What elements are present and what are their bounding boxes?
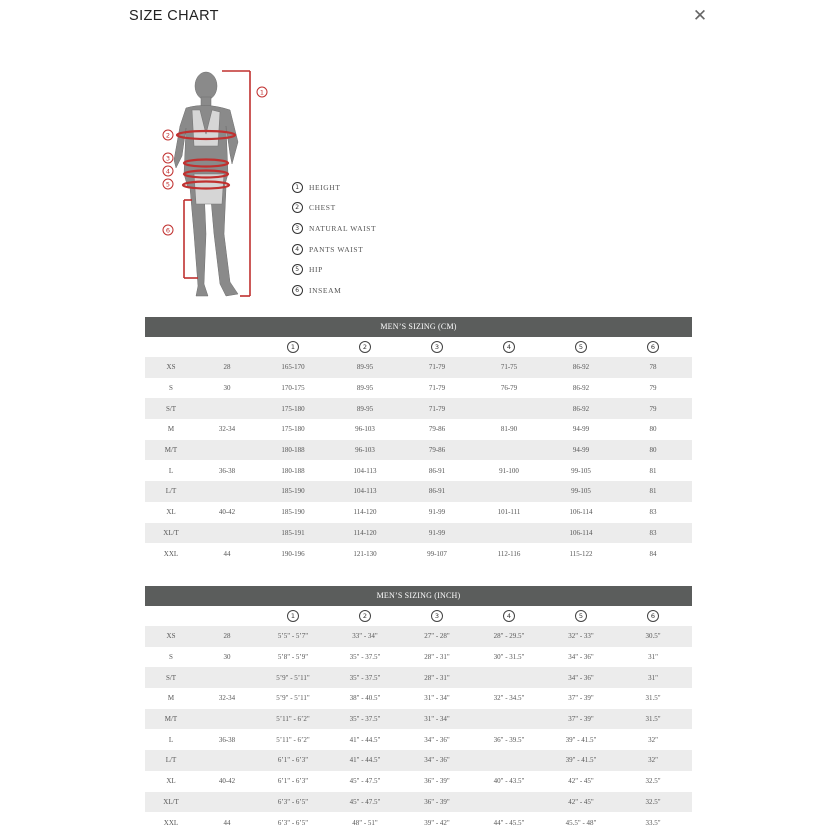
table-cell: 5’11" - 6’2" <box>276 715 310 724</box>
table-cell: M/T <box>164 446 178 455</box>
table-cell: 6’1" - 6’3" <box>277 756 309 765</box>
table-cell: 94-99 <box>572 425 590 434</box>
table-cell: 71-79 <box>428 404 446 413</box>
table-cell: 86-91 <box>428 466 446 475</box>
table-cell: 76-79 <box>500 384 518 393</box>
column-header-cell <box>257 341 329 353</box>
table-row <box>145 667 692 688</box>
table-cell: 96-103 <box>355 425 375 434</box>
marker-3: 3 <box>165 154 171 163</box>
table-row <box>145 357 692 378</box>
table-cell: 99-105 <box>571 487 591 496</box>
table-cell: 28 <box>223 363 231 372</box>
table-row <box>145 502 692 523</box>
table-cell: 41" - 44.5" <box>349 735 381 744</box>
number-3-icon: 3 <box>292 223 303 234</box>
table-cell: 33" - 34" <box>352 632 378 641</box>
table-cell: XXL <box>163 818 179 827</box>
table-cell: 106-114 <box>569 528 593 537</box>
table-cell: 91-99 <box>428 528 446 537</box>
table-cell: 39" - 42" <box>424 818 450 827</box>
table-row <box>145 460 692 481</box>
table-cell: 32" <box>648 756 658 765</box>
table-cell: 36" - 39" <box>424 777 450 786</box>
table-cell: 37" - 39" <box>568 694 594 703</box>
column-header-cell <box>401 341 473 353</box>
number-4-icon: 4 <box>503 610 515 622</box>
table-cell: 30" - 31.5" <box>493 653 525 662</box>
table-row <box>145 812 692 833</box>
number-1-icon: 1 <box>287 610 299 622</box>
table-cell: 71-79 <box>428 363 446 372</box>
table-cell: 115-122 <box>569 549 593 558</box>
legend-item-hip: 5 HIP <box>292 259 376 280</box>
mens-sizing-inch-table <box>145 586 692 833</box>
table-cell: 114-120 <box>353 528 377 537</box>
column-header-cell <box>617 341 689 353</box>
table-cell: 28 <box>223 632 231 641</box>
table-cell: 30 <box>223 653 231 662</box>
table-cell: 101-111 <box>497 508 521 517</box>
table-cell: 81 <box>649 466 657 475</box>
table-cell: 71-75 <box>500 363 518 372</box>
table-cell: 34" - 36" <box>424 735 450 744</box>
table-cell: L <box>168 466 174 475</box>
table-cell: 91-99 <box>428 508 446 517</box>
legend-item-natural-waist: 3 NATURAL WAIST <box>292 218 376 239</box>
number-3-icon: 3 <box>431 341 443 353</box>
table-cell: XL <box>166 508 176 517</box>
table-cell: 94-99 <box>572 446 590 455</box>
table-cell: 185-191 <box>281 528 305 537</box>
page-title: SIZE CHART <box>129 8 219 24</box>
table-cell: 80 <box>649 446 657 455</box>
table-cell: 6’3" - 6’5" <box>277 818 309 827</box>
table-cell: 99-107 <box>427 549 447 558</box>
table-row <box>145 647 692 668</box>
table-cell: 38" - 40.5" <box>349 694 381 703</box>
table-cell: 79 <box>649 404 657 413</box>
table-cell: M <box>167 425 175 434</box>
table-row <box>145 709 692 730</box>
legend-item-chest: 2 CHEST <box>292 198 376 219</box>
table-row <box>145 440 692 461</box>
table-cell: 185-190 <box>281 487 305 496</box>
table-cell: 36-38 <box>218 466 236 475</box>
table-cell: 89-95 <box>356 384 374 393</box>
table-cell: 30.5" <box>645 632 661 641</box>
table-cell: 35" - 37.5" <box>349 673 381 682</box>
table-cell: XL/T <box>163 528 179 537</box>
table-cell: 96-103 <box>355 446 375 455</box>
table-cell: L <box>168 735 174 744</box>
table-cell: 28" - 31" <box>424 673 450 682</box>
table-row <box>145 398 692 419</box>
column-header-cell <box>545 610 617 622</box>
table-cell: 42" - 45" <box>568 797 594 806</box>
table-cell: 31" - 34" <box>424 715 450 724</box>
table-cell: 6’3" - 6’5" <box>277 797 309 806</box>
marker-6: 6 <box>165 226 171 235</box>
column-header-cell <box>473 341 545 353</box>
table-cell: L/T <box>165 487 177 496</box>
number-4-icon: 4 <box>503 341 515 353</box>
table-cell: 40" - 43.5" <box>493 777 525 786</box>
table-cell: 45.5" - 48" <box>565 818 597 827</box>
table-cell: 79-86 <box>428 446 446 455</box>
table-cell: 5’5" - 5’7" <box>277 632 309 641</box>
table-cell: 84 <box>649 549 657 558</box>
table-cell: 83 <box>649 528 657 537</box>
table-cell: 36" - 39.5" <box>493 735 525 744</box>
column-header-cell <box>257 610 329 622</box>
marker-5: 5 <box>165 180 171 189</box>
table-row <box>145 419 692 440</box>
column-header-cell <box>401 610 473 622</box>
table-cell: 40-42 <box>218 508 236 517</box>
table-cell: 180-188 <box>281 446 305 455</box>
body-measurement-figure <box>160 64 280 304</box>
table-cell: 71-79 <box>428 384 446 393</box>
table-cell: 185-190 <box>281 508 305 517</box>
number-5-icon: 5 <box>292 264 303 275</box>
table-cell: 31.5" <box>645 694 661 703</box>
table-cell: 32-34 <box>218 694 236 703</box>
number-6-icon: 6 <box>292 285 303 296</box>
table-row <box>145 688 692 709</box>
number-2-icon: 2 <box>359 341 371 353</box>
table-cell: 86-92 <box>572 404 590 413</box>
number-4-icon: 4 <box>292 244 303 255</box>
table-cell: 5’9" - 5’11" <box>276 673 310 682</box>
table-cell: 104-113 <box>353 466 377 475</box>
table-cell: 83 <box>649 508 657 517</box>
column-header-cell <box>617 610 689 622</box>
table-cell: 32-34 <box>218 425 236 434</box>
table-cell: 175-180 <box>281 404 305 413</box>
marker-4: 4 <box>165 167 171 176</box>
table-cell: 39" - 41.5" <box>565 756 597 765</box>
table-cell: 44 <box>223 818 231 827</box>
table-cell: 86-91 <box>428 487 446 496</box>
table-cell: 180-188 <box>281 466 305 475</box>
table-cell: 45" - 47.5" <box>349 797 381 806</box>
number-3-icon: 3 <box>431 610 443 622</box>
table-row <box>145 729 692 750</box>
number-6-icon: 6 <box>647 341 659 353</box>
column-header-row <box>145 606 692 626</box>
table-cell: 165-170 <box>281 363 305 372</box>
legend-item-height: 1 HEIGHT <box>292 177 376 198</box>
table-cell: 34" - 36" <box>568 653 594 662</box>
table-cell: 86-92 <box>572 363 590 372</box>
column-header-cell <box>473 610 545 622</box>
table-cell: 30 <box>223 384 231 393</box>
table-cell: 31" <box>648 653 658 662</box>
table-cell: 35" - 37.5" <box>349 715 381 724</box>
table-cell: 44 <box>223 549 231 558</box>
legend-item-pants-waist: 4 PANTS WAIST <box>292 239 376 260</box>
table-cell: 99-105 <box>571 466 591 475</box>
table-cell: 114-120 <box>353 508 377 517</box>
table-cell: 79-86 <box>428 425 446 434</box>
table-cell: 32.5" <box>645 797 661 806</box>
table-cell: 32.5" <box>645 777 661 786</box>
table-row <box>145 481 692 502</box>
table-cell: 39" - 41.5" <box>565 735 597 744</box>
table-cell: 5’8" - 5’9" <box>277 653 309 662</box>
column-header-cell <box>545 341 617 353</box>
table-cell: 80 <box>649 425 657 434</box>
table-cell: 28" - 31" <box>424 653 450 662</box>
number-2-icon: 2 <box>292 202 303 213</box>
table-cell: S <box>169 384 173 393</box>
table-cell: 121-130 <box>353 549 377 558</box>
table-cell: 170-175 <box>281 384 305 393</box>
table-cell: 36-38 <box>218 735 236 744</box>
table-cell: 5’9" - 5’11" <box>276 694 310 703</box>
table-cell: 5’11" - 6’2" <box>276 735 310 744</box>
table-cell: 32" <box>648 735 658 744</box>
table-cell: 31" - 34" <box>424 694 450 703</box>
number-5-icon: 5 <box>575 341 587 353</box>
table-cell: 34" - 36" <box>424 756 450 765</box>
table-row <box>145 626 692 647</box>
table-cell: 78 <box>649 363 657 372</box>
table-cell: 37" - 39" <box>568 715 594 724</box>
marker-2: 2 <box>165 131 171 140</box>
table-cell: 106-114 <box>569 508 593 517</box>
table-cell: XXL <box>163 549 179 558</box>
table-cell: L/T <box>165 756 177 765</box>
legend-item-inseam: 6 INSEAM <box>292 280 376 301</box>
table-row <box>145 792 692 813</box>
marker-1: 1 <box>259 88 265 97</box>
table-cell: 36" - 39" <box>424 797 450 806</box>
table-cell: 81 <box>649 487 657 496</box>
table-cell: 91-100 <box>499 466 519 475</box>
table-cell: 48" - 51" <box>352 818 378 827</box>
table-cell: 34" - 36" <box>568 673 594 682</box>
table-cell: 27" - 28" <box>424 632 450 641</box>
table-cell: M <box>167 694 175 703</box>
table-cell: 6’1" - 6’3" <box>277 777 309 786</box>
table-cell: 112-116 <box>497 549 521 558</box>
table-cell: 31" <box>648 673 658 682</box>
table-cell: 104-113 <box>353 487 377 496</box>
table-title: MEN’S SIZING (INCH) <box>145 586 692 606</box>
mens-sizing-cm-table <box>145 317 692 564</box>
table-cell: 32" - 33" <box>568 632 594 641</box>
table-cell: 45" - 47.5" <box>349 777 381 786</box>
measurement-legend <box>292 177 376 301</box>
table-cell: XL <box>166 777 176 786</box>
table-row <box>145 523 692 544</box>
table-cell: 35" - 37.5" <box>349 653 381 662</box>
table-cell: 28" - 29.5" <box>493 632 525 641</box>
table-cell: M/T <box>164 715 178 724</box>
number-1-icon: 1 <box>292 182 303 193</box>
column-header-cell <box>329 610 401 622</box>
table-cell: 89-95 <box>356 363 374 372</box>
table-cell: 79 <box>649 384 657 393</box>
table-cell: 31.5" <box>645 715 661 724</box>
number-6-icon: 6 <box>647 610 659 622</box>
table-cell: 190-196 <box>281 549 305 558</box>
column-header-row <box>145 337 692 357</box>
table-cell: 89-95 <box>356 404 374 413</box>
table-cell: 81-90 <box>500 425 518 434</box>
number-1-icon: 1 <box>287 341 299 353</box>
table-cell: S/T <box>165 404 177 413</box>
table-cell: 175-180 <box>281 425 305 434</box>
table-cell: 32" - 34.5" <box>493 694 525 703</box>
table-cell: 33.5" <box>645 818 661 827</box>
table-cell: XL/T <box>163 797 179 806</box>
table-cell: 44" - 45.5" <box>493 818 525 827</box>
table-row <box>145 378 692 399</box>
table-row <box>145 771 692 792</box>
number-2-icon: 2 <box>359 610 371 622</box>
table-title: MEN’S SIZING (CM) <box>145 317 692 337</box>
table-cell: 40-42 <box>218 777 236 786</box>
table-cell: XS <box>166 632 176 641</box>
table-cell: 41" - 44.5" <box>349 756 381 765</box>
table-row <box>145 750 692 771</box>
number-5-icon: 5 <box>575 610 587 622</box>
table-cell: XS <box>166 363 176 372</box>
close-icon[interactable]: ✕ <box>692 6 708 26</box>
table-cell: S <box>169 653 173 662</box>
table-cell: 86-92 <box>572 384 590 393</box>
table-row <box>145 543 692 564</box>
table-cell: S/T <box>165 673 177 682</box>
table-cell: 42" - 45" <box>568 777 594 786</box>
column-header-cell <box>329 341 401 353</box>
